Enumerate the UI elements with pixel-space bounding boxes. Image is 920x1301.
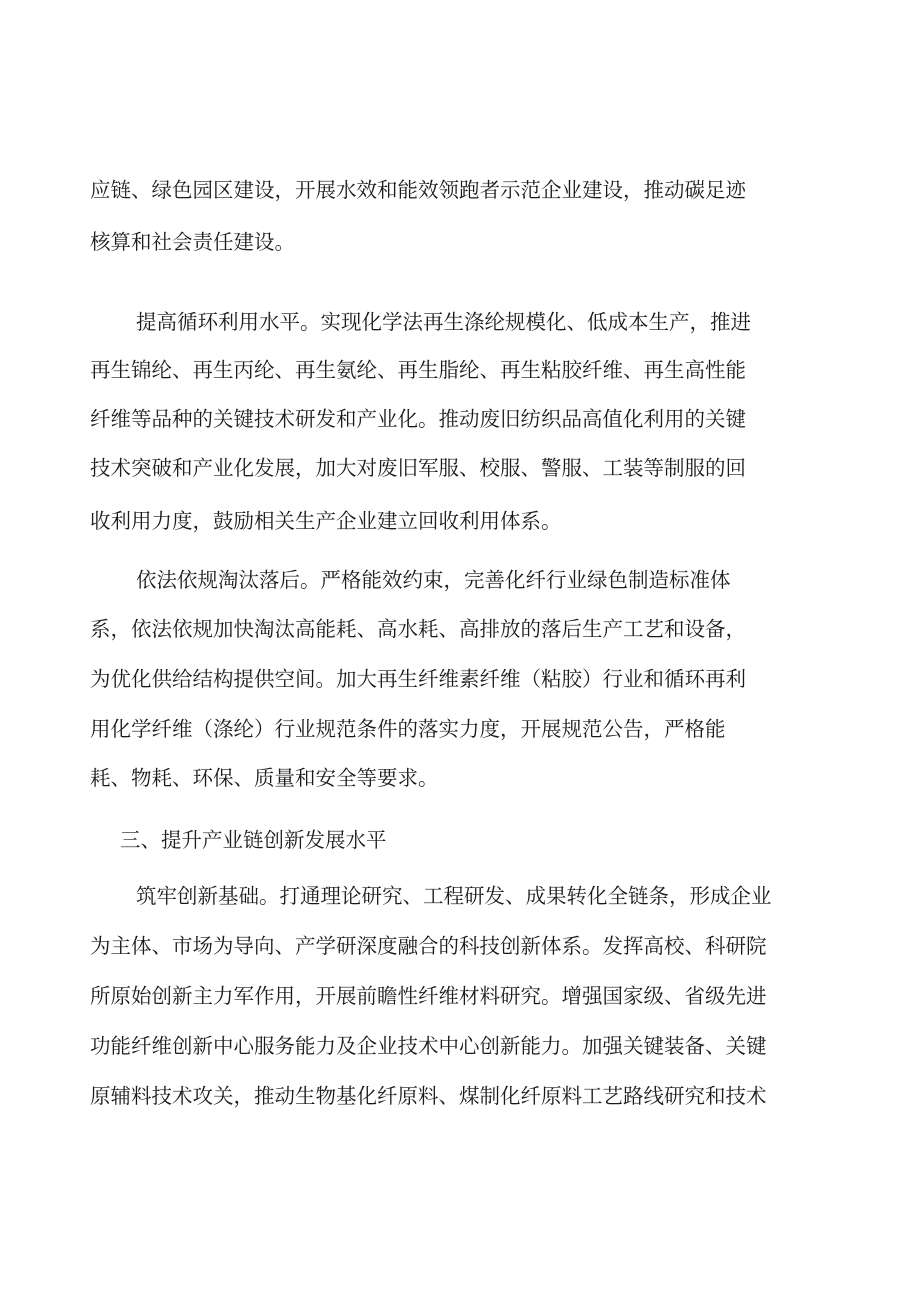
paragraph-2-line-4: 技术突破和产业化发展，加大对废旧军服、校服、警服、工装等制服的回 bbox=[90, 456, 746, 480]
paragraph-1-line-1: 应链、绿色园区建设，开展水效和能效领跑者示范企业建设，推动碳足迹 bbox=[90, 178, 746, 202]
paragraph-4-line-3: 所原始创新主力军作用，开展前瞻性纤维材料研究。增强国家级、省级先进 bbox=[90, 984, 767, 1008]
paragraph-2-line-2: 再生锦纶、再生丙纶、再生氨纶、再生脂纶、再生粘胶纤维、再生高性能 bbox=[90, 358, 746, 382]
paragraph-3-line-4: 用化学纤维（涤纶）行业规范条件的落实力度，开展规范公告，严格能 bbox=[90, 717, 726, 741]
paragraph-4-line-2: 为主体、市场为导向、产学研深度融合的科技创新体系。发挥高校、科研院 bbox=[90, 934, 767, 958]
paragraph-3-line-3: 为优化供给结构提供空间。加大再生纤维素纤维（粘胶）行业和循环再利 bbox=[90, 667, 746, 691]
paragraph-4-line-4: 功能纤维创新中心服务能力及企业技术中心创新能力。加强关键装备、关键 bbox=[90, 1034, 767, 1058]
paragraph-3-line-2: 系，依法依规加快淘汰高能耗、高水耗、高排放的落后生产工艺和设备， bbox=[90, 617, 746, 641]
paragraph-2-line-1: 提高循环利用水平。实现化学法再生涤纶规模化、低成本生产，推进 bbox=[136, 310, 751, 334]
paragraph-1-line-2: 核算和社会责任建设。 bbox=[90, 230, 295, 254]
paragraph-3-line-5: 耗、物耗、环保、质量和安全等要求。 bbox=[90, 766, 439, 790]
paragraph-4-line-5: 原辅料技术攻关，推动生物基化纤原料、煤制化纤原料工艺路线研究和技术 bbox=[90, 1084, 767, 1108]
paragraph-2-line-5: 收利用力度，鼓励相关生产企业建立回收利用体系。 bbox=[90, 509, 562, 533]
section-heading: 三、提升产业链创新发展水平 bbox=[120, 828, 387, 852]
paragraph-4-line-1: 筑牢创新基础。打通理论研究、工程研发、成果转化全链条，形成企业 bbox=[136, 884, 772, 908]
paragraph-2-line-3: 纤维等品种的关键技术研发和产业化。推动废旧纺织品高值化利用的关键 bbox=[90, 407, 746, 431]
paragraph-3-line-1: 依法依规淘汰落后。严格能效约束，完善化纤行业绿色制造标准体 bbox=[136, 568, 731, 592]
